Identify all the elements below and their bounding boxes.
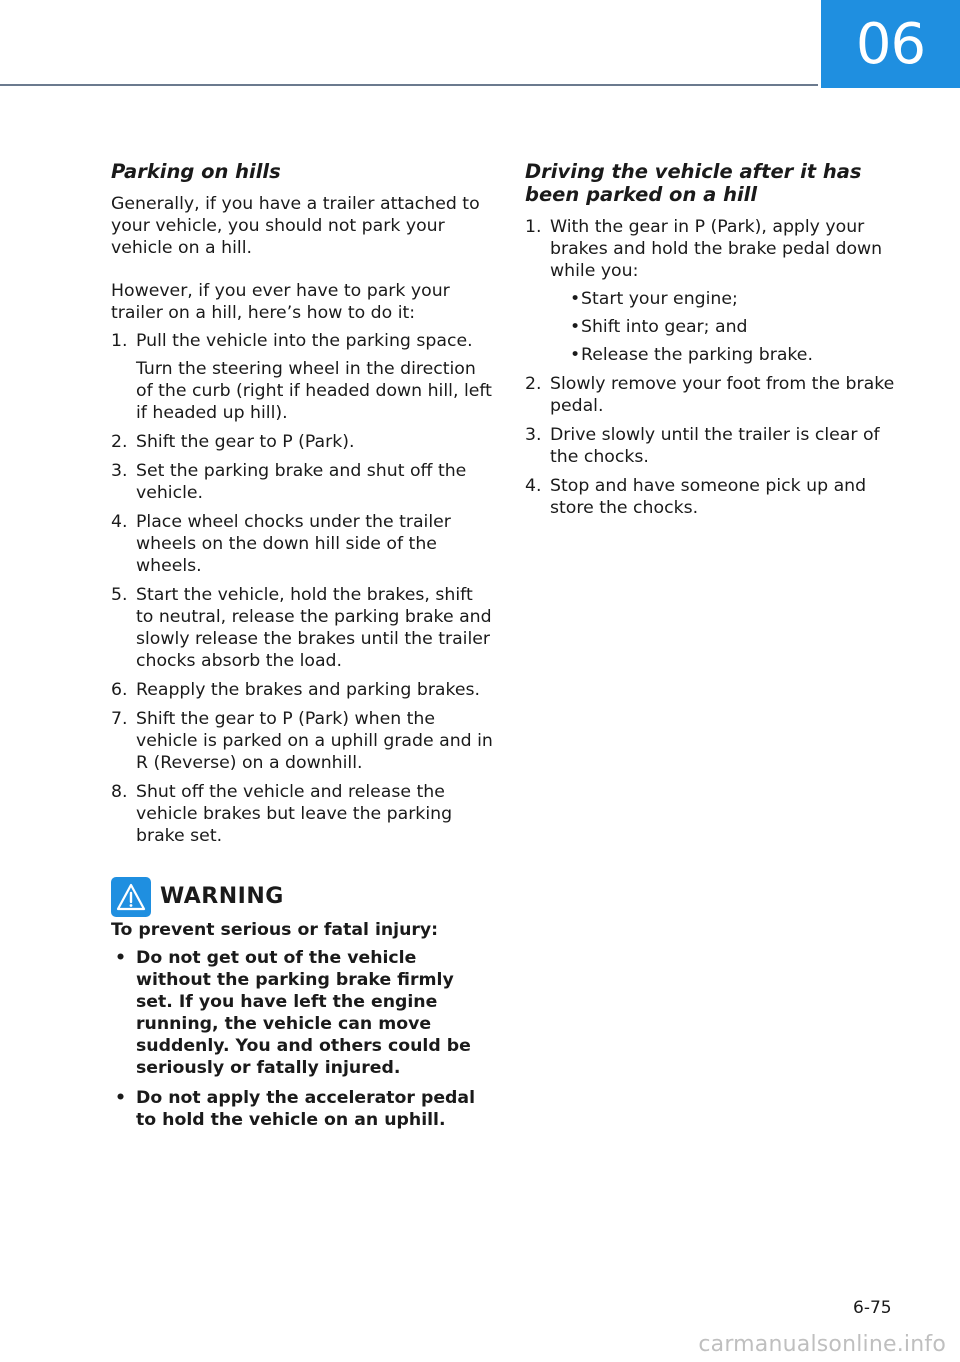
header-rule [0,84,818,86]
section-title-parking-on-hills: Parking on hills [111,160,281,183]
list-item: 1. Pull the vehicle into the parking space. [111,331,473,351]
list-item: 1. With the gear in P (Park), apply your brakes and hold the brake pedal down while you: • Start your engine; • Shift into gear; and • Release the parking brake. [525,216,905,366]
list-item: 2. Shift the gear to P (Park). [111,432,355,452]
list-item: • Release the parking brake. [570,345,813,365]
watermark: carmanualsonline.info [698,1332,946,1357]
intro-paragraph: Generally, if you have a trailer attached to your vehicle, you should not park your vehicle on a hill. [111,194,480,258]
list-item: 3. Set the parking brake and shut off the vehicle. [111,461,467,503]
right-column [525,160,905,526]
warning-list [111,947,493,1131]
list-item: • Do not apply the accelerator pedal to hold the vehicle on an uphill. [115,1088,476,1130]
page-number: 6-75 [853,1298,892,1318]
warning-lead: To prevent serious or fatal injury: [111,920,439,940]
list-item: 6. Reapply the brakes and parking brakes. [111,680,481,700]
list-item: 7. Shift the gear to P (Park) when the vehicle is parked on a uphill grade and in R (Reverse) on a downhill. [111,709,493,773]
section-title-driving-after-parked: Driving the vehicle after it has been parked on a hill [525,160,862,206]
sub-bullet-list [550,288,905,366]
parking-steps-list [111,330,493,847]
list-item: 2. Slowly remove your foot from the brake pedal. [525,374,895,416]
list-item: 4. Stop and have someone pick up and store the chocks. [525,476,867,518]
list-item: 5. Start the vehicle, hold the brakes, shift to neutral, release the parking brake and slowly release the brakes until the trailer chocks absorb the load. [111,585,492,671]
warning-title: WARNING [160,884,284,909]
intro-paragraph-2: However, if you ever have to park your trailer on a hill, here’s how to do it: [111,281,450,323]
chapter-tab: 06 [821,0,960,88]
list-item: 3. Drive slowly until the trailer is clear of the chocks. [525,425,880,467]
warning-box [111,877,493,1131]
list-item: 8. Shut off the vehicle and release the vehicle brakes but leave the parking brake set. [111,782,453,846]
list-item: • Start your engine; [570,289,738,309]
list-item: • Do not get out of the vehicle without the parking brake firmly set. If you have left the engine running, the vehicle can move suddenly. You and others could be seriously or fatally injured. [115,948,471,1078]
left-column [111,160,493,1139]
list-item: 4. Place wheel chocks under the trailer wheels on the down hill side of the wheels. [111,512,451,576]
step-note: Turn the steering wheel in the direction of the curb (right if headed down hill, left if headed up hill). [136,359,492,423]
warning-triangle-icon [111,877,151,917]
list-item: • Shift into gear; and [570,317,748,337]
warning-header [111,877,493,917]
driving-steps-list [525,216,905,519]
